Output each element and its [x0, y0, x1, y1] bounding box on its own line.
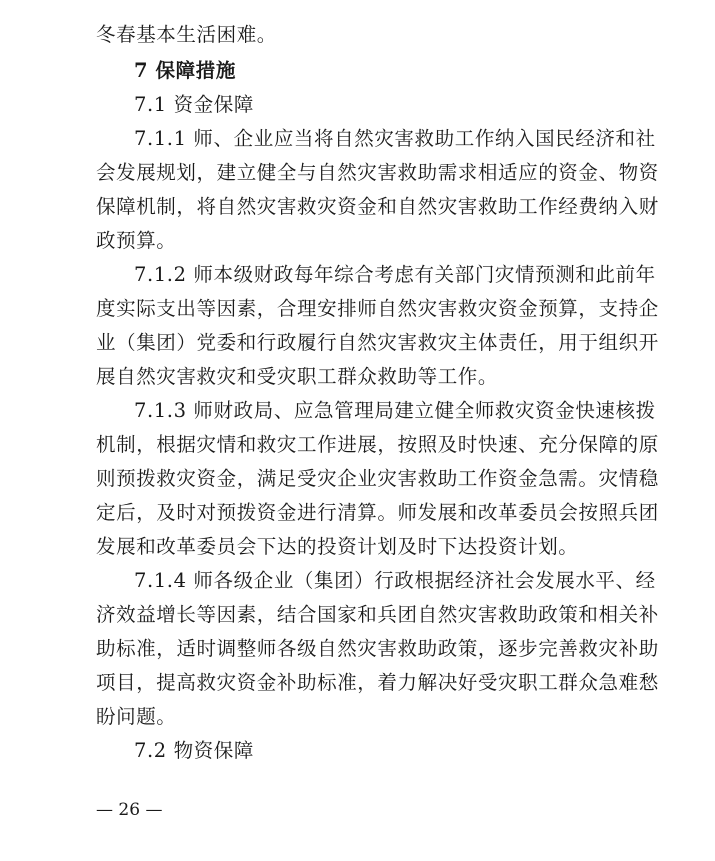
paragraph-line: 展自然灾害救灾和受灾职工群众救助等工作。: [96, 365, 499, 388]
paragraph-line: 业（集团）党委和行政履行自然灾害救灾主体责任，用于组织开: [96, 331, 659, 354]
paragraph-line: 会发展规划，建立健全与自然灾害救助需求相适应的资金、物资: [96, 161, 659, 184]
paragraph-line: 项目，提高救灾资金补助标准，着力解决好受灾职工群众急难愁: [96, 671, 659, 694]
paragraph-line: 度实际支出等因素，合理安排师自然灾害救灾资金预算，支持企: [96, 297, 659, 320]
page-number: — 26 —: [96, 800, 163, 820]
paragraph-line: 济效益增长等因素，结合国家和兵团自然灾害救助政策和相关补: [96, 603, 659, 626]
text-line: 冬春基本生活困难。: [96, 23, 277, 46]
paragraph-line: 保障机制，将自然灾害救灾资金和自然灾害救助工作经费纳入财: [96, 195, 659, 218]
paragraph-line: 政预算。: [96, 229, 177, 252]
paragraph-line: 助标准，适时调整师各级自然灾害救助政策，逐步完善救灾补助: [96, 637, 659, 660]
paragraph-line: 7.1.2 师本级财政每年综合考虑有关部门灾情预测和此前年: [134, 263, 656, 286]
section-heading: 7 保障措施: [134, 59, 236, 82]
paragraph-line: 7.1.3 师财政局、应急管理局建立健全师救灾资金快速核拨: [134, 399, 656, 422]
paragraph-line: 机制，根据灾情和救灾工作进展，按照及时快速、充分保障的原: [96, 433, 659, 456]
paragraph-line: 则预拨救灾资金，满足受灾企业灾害救助工作资金急需。灾情稳: [96, 467, 659, 490]
paragraph-line: 发展和改革委员会下达的投资计划及时下达投资计划。: [96, 535, 579, 558]
paragraph-line: 7.1.4 师各级企业（集团）行政根据经济社会发展水平、经: [134, 569, 656, 592]
subsection-heading: 7.1 资金保障: [134, 93, 255, 116]
paragraph-line: 盼问题。: [96, 705, 177, 728]
paragraph-line: 定后，及时对预拨资金进行清算。师发展和改革委员会按照兵团: [96, 501, 659, 524]
subsection-heading: 7.2 物资保障: [134, 739, 255, 762]
paragraph-line: 7.1.1 师、企业应当将自然灾害救助工作纳入国民经济和社: [134, 127, 656, 150]
